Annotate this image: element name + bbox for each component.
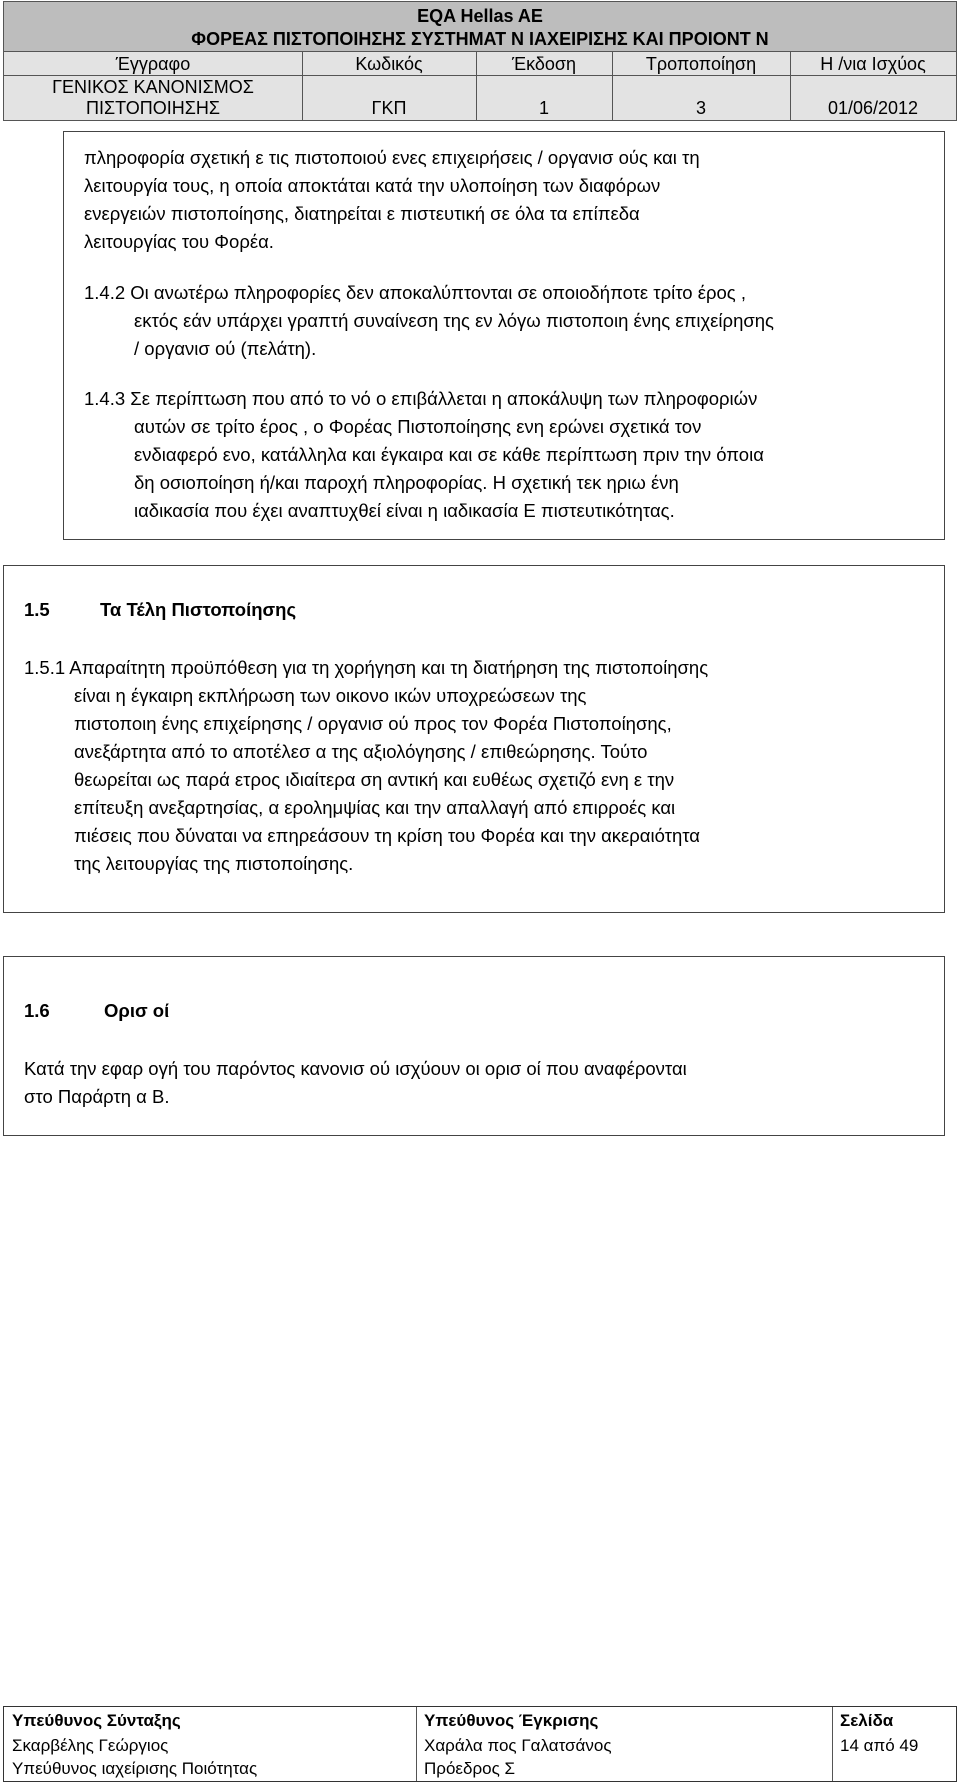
approver-name: Χαράλα πος Γαλατσάνος <box>424 1736 612 1755</box>
paragraph-1-5-1-line: θεωρείται ως παρά ετρος ιδιαίτερα ση αντική και ευθέως σχετιζό ενη ε την <box>74 769 675 790</box>
effective-date: 01/06/2012 <box>827 98 919 118</box>
column-label-revision: Τροποποίηση <box>645 54 757 74</box>
section-title: Ορισ οί <box>104 1000 170 1021</box>
paragraph-1-5-1-line: της λειτουργίας της πιστοποίησης. <box>74 853 354 874</box>
section-number: 1.5 <box>24 599 50 620</box>
document-name-line1: ΓΕΝΙΚΟΣ ΚΑΝΟΝΙΣΜΟΣ <box>52 77 254 97</box>
certification-body-title: ΦΟΡΕΑΣ ΠΙΣΤΟΠΟΙΗΣΗΣ ΣΥΣΤΗΜΑΤ Ν ΙΑΧΕΙΡΙΣΗΣ ΚΑΙ ΠΡΟΙΟΝΤ Ν <box>191 29 769 49</box>
header-column-labels <box>4 52 956 76</box>
column-label-edition: Έκδοση <box>511 54 577 74</box>
section-number: 1.6 <box>24 1000 50 1021</box>
header-column-values <box>4 76 956 120</box>
approver-role: Πρόεδρος Σ <box>424 1759 515 1778</box>
header-divider <box>476 52 477 120</box>
paragraph-1-4-2-line: εκτός εάν υπάρχει γραπτή συναίνεση της εν λόγω πιστοποιη ένης επιχείρησης <box>134 310 774 331</box>
paragraph-1-5-1-line: είναι η έγκαιρη εκπλήρωση των οικονο ικών υποχρεώσεων της <box>74 685 587 706</box>
header-title-band <box>4 2 956 52</box>
document-footer <box>3 1706 957 1782</box>
paragraph-1-4-2-line: 1.4.2 Οι ανωτέρω πληροφορίες δεν αποκαλύπτονται σε οποιοδήποτε τρίτο έρος , <box>84 282 746 303</box>
paragraph-1-5-1-line: 1.5.1 Απαραίτητη προϋπόθεση για τη χορήγηση και τη διατήρηση της πιστοποίησης <box>24 657 709 678</box>
section-1-6-box <box>3 956 945 1136</box>
section-1-5-box <box>3 565 945 913</box>
paragraph-1-5-1-line: πιστοποιη ένης επιχείρησης / οργανισ ού προς τον Φορέα Πιστοποίησης, <box>74 713 672 734</box>
paragraph-1-5-1-line: πιέσεις που δύναται να επηρεάσουν τη κρίση του Φορέα και την ακεραιότητα <box>74 825 700 846</box>
paragraph-1-4-3-line: 1.4.3 Σε περίπτωση που από το νό ο επιβάλλεται η αποκάλυψη των πληροφοριών <box>84 388 758 409</box>
approver-heading: Υπεύθυνος Έγκρισης <box>424 1711 599 1730</box>
company-name: EQA Hellas AE <box>417 6 543 26</box>
section-title: Τα Τέλη Πιστοποίησης <box>100 599 297 620</box>
paragraph-1-4-3-line: ιαδικασία που έχει αναπτυχθεί είναι η ιαδικασία Ε πιστευτικότητας. <box>134 500 675 521</box>
paragraph-1-4-3-line: δη οσιοποίηση ή/και παροχή πληροφορίας. Η σχετική τεκ ηριω ένη <box>134 472 679 493</box>
document-name-line2: ΠΙΣΤΟΠΟΙΗΣΗΣ <box>85 98 221 118</box>
document-header <box>3 1 957 121</box>
paragraph-1-4-2-line: / οργανισ ού (πελάτη). <box>134 338 317 359</box>
header-divider <box>302 52 303 120</box>
paragraph-1-6-line: στο Παράρτη α Β. <box>24 1086 170 1107</box>
page-heading: Σελίδα <box>840 1711 894 1730</box>
page-number: 14 από 49 <box>840 1736 919 1755</box>
column-label-effective-date: Η /νια Ισχύος <box>820 54 926 74</box>
paragraph-1-6-line: Κατά την εφαρ ογή του παρόντος κανονισ ού ισχύουν οι ορισ οί που αναφέρονται <box>24 1058 687 1079</box>
footer-divider <box>832 1707 833 1781</box>
document-code: ΓΚΠ <box>371 98 407 118</box>
paragraph-line: λειτουργία τους, η οποία αποκτάται κατά την υλοποίηση των διαφόρων <box>84 175 661 196</box>
author-heading: Υπεύθυνος Σύνταξης <box>12 1711 181 1730</box>
footer-divider <box>416 1707 417 1781</box>
document-revision: 3 <box>695 98 706 118</box>
header-divider <box>612 52 613 120</box>
paragraph-line: ενεργειών πιστοποίησης, διατηρείται ε πιστευτική σε όλα τα επίπεδα <box>84 203 640 224</box>
header-divider <box>790 52 791 120</box>
column-label-document: Έγγραφο <box>115 54 191 74</box>
paragraph-line: πληροφορία σχετική ε τις πιστοποιού ενες επιχειρήσεις / οργανισ ούς και τη <box>84 147 700 168</box>
column-label-code: Κωδικός <box>355 54 423 74</box>
paragraph-1-4-3-line: αυτών σε τρίτο έρος , ο Φορέας Πιστοποίησης ενη ερώνει σχετικά τον <box>134 416 702 437</box>
document-edition: 1 <box>538 98 549 118</box>
paragraph-1-5-1-line: επίτευξη ανεξαρτησίας, α ερολημψίας και την απαλλαγή από επιρροές και <box>74 797 676 818</box>
author-role: Υπεύθυνος ιαχείρισης Ποιότητας <box>12 1759 258 1778</box>
paragraph-1-4-3-line: ενδιαφερό ενο, κατάλληλα και έγκαιρα και σε κάθε περίπτωση πριν την όποια <box>134 444 764 465</box>
author-name: Σκαρβέλης Γεώργιος <box>12 1736 169 1755</box>
section-1-4-box <box>63 131 945 540</box>
paragraph-line: λειτουργίας του Φορέα. <box>84 231 274 252</box>
paragraph-1-5-1-line: ανεξάρτητα από το αποτέλεσ α της αξιολόγησης / επιθεώρησης. Τούτο <box>74 741 648 762</box>
